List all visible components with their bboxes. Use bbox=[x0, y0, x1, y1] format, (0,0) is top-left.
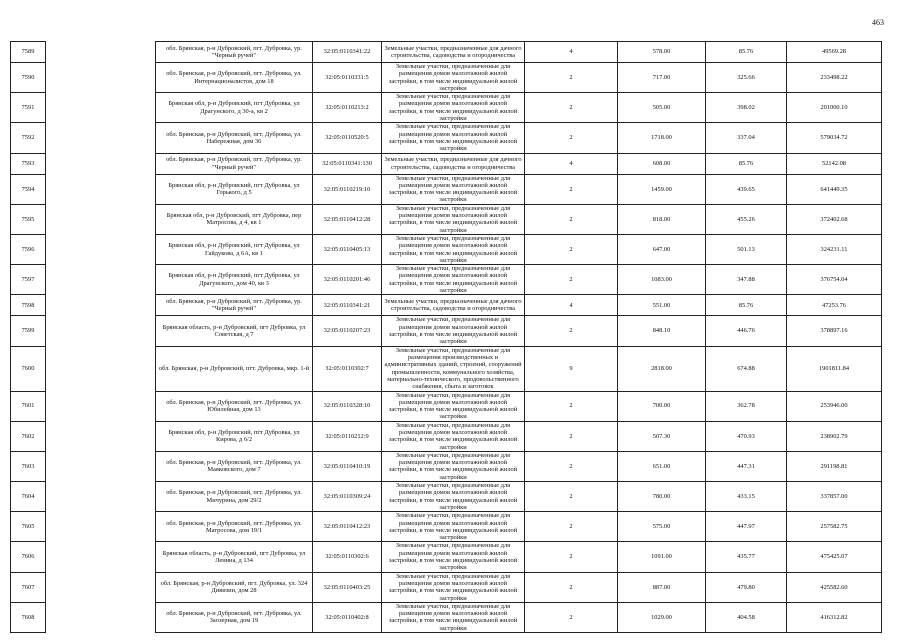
area-value: 717.00 bbox=[618, 63, 706, 93]
address-cell: обл. Брянская, р-н Дубровский, пгт. Дубровка, мкр. 1-й bbox=[156, 346, 313, 391]
specific-cadastral-value: 447.31 bbox=[706, 451, 787, 481]
row-number: 7590 bbox=[11, 63, 46, 93]
address-cell: Брянская обл, р-н Дубровский, пгт Дубровка, ул Кирова, д 6/2 bbox=[156, 421, 313, 451]
address-cell: Брянская обл, р-н Дубровский, пгт Дубровка, ул Драгунского, дом 40, кв 3 bbox=[156, 265, 313, 295]
cadastral-value: 376754.04 bbox=[787, 265, 882, 295]
address-cell: обл. Брянская, р-н Дубровский, пгт. Дубровка, ул. Заозерная, дом 19 bbox=[156, 602, 313, 632]
area-value: 1029.00 bbox=[618, 602, 706, 632]
area-value: 651.00 bbox=[618, 451, 706, 481]
specific-cadastral-value: 501.13 bbox=[706, 234, 787, 264]
blank-gap bbox=[46, 63, 156, 93]
table-row bbox=[11, 542, 882, 572]
address-cell: обл. Брянская, р-н Дубровский, пгт. Дубровка, ур. "Черный ручей" bbox=[156, 295, 313, 316]
use-group: 2 bbox=[525, 234, 618, 264]
area-value: 887.00 bbox=[618, 572, 706, 602]
use-group: 2 bbox=[525, 421, 618, 451]
land-use-type: Земельные участки, предназначенные для размещения домов малоэтажной жилой застройки, в том числе индивидуальной жилой застройки bbox=[382, 123, 525, 153]
address-cell: обл. Брянская, р-н Дубровский, пгт. Дубровка, ул. Маяковского, дом 7 bbox=[156, 451, 313, 481]
cadastral-number: 32:05:0110201:46 bbox=[313, 265, 382, 295]
use-group: 2 bbox=[525, 542, 618, 572]
row-number: 7606 bbox=[11, 542, 46, 572]
use-group: 2 bbox=[525, 512, 618, 542]
cadastral-number: 32:05:0110341:130 bbox=[313, 153, 382, 174]
cadastral-value: 1901811.84 bbox=[787, 346, 882, 391]
land-registry-table bbox=[10, 41, 882, 633]
use-group: 2 bbox=[525, 316, 618, 346]
cadastral-number: 32:05:0110341:22 bbox=[313, 42, 382, 63]
table-row bbox=[11, 316, 882, 346]
table-row bbox=[11, 451, 882, 481]
blank-gap bbox=[46, 602, 156, 632]
land-use-type: Земельные участки, предназначенные для размещения домов малоэтажной жилой застройки, в том числе индивидуальной жилой застройки bbox=[382, 265, 525, 295]
use-group: 2 bbox=[525, 602, 618, 632]
specific-cadastral-value: 433.15 bbox=[706, 482, 787, 512]
cadastral-number: 32:05:0110328:10 bbox=[313, 391, 382, 421]
blank-gap bbox=[46, 542, 156, 572]
use-group: 9 bbox=[525, 346, 618, 391]
table-row bbox=[11, 93, 882, 123]
land-use-type: Земельные участки, предназначенные для размещения домов малоэтажной жилой застройки, в том числе индивидуальной жилой застройки bbox=[382, 234, 525, 264]
cadastral-number: 32:05:0110302:6 bbox=[313, 542, 382, 572]
specific-cadastral-value: 479.80 bbox=[706, 572, 787, 602]
row-number: 7592 bbox=[11, 123, 46, 153]
area-value: 848.10 bbox=[618, 316, 706, 346]
cadastral-value: 49569.28 bbox=[787, 42, 882, 63]
land-use-type: Земельные участки, предназначенные для размещения домов малоэтажной жилой застройки, в том числе индивидуальной жилой застройки bbox=[382, 572, 525, 602]
blank-gap bbox=[46, 512, 156, 542]
area-value: 700.00 bbox=[618, 391, 706, 421]
cadastral-number: 32:05:0110302:7 bbox=[313, 346, 382, 391]
row-number: 7603 bbox=[11, 451, 46, 481]
specific-cadastral-value: 435.77 bbox=[706, 542, 787, 572]
area-value: 575.00 bbox=[618, 512, 706, 542]
use-group: 2 bbox=[525, 204, 618, 234]
table-row bbox=[11, 42, 882, 63]
row-number: 7594 bbox=[11, 174, 46, 204]
blank-gap bbox=[46, 153, 156, 174]
address-cell: обл. Брянская, р-н Дубровский, пгт. Дубровка, ул. Набережная, дом 36 bbox=[156, 123, 313, 153]
row-number: 7600 bbox=[11, 346, 46, 391]
cadastral-value: 201000.10 bbox=[787, 93, 882, 123]
use-group: 2 bbox=[525, 451, 618, 481]
specific-cadastral-value: 362.78 bbox=[706, 391, 787, 421]
blank-gap bbox=[46, 265, 156, 295]
use-group: 4 bbox=[525, 295, 618, 316]
address-cell: обл. Брянская, р-н Дубровский, пгт. Дубровка, ул. Матросова, дом 19/1 bbox=[156, 512, 313, 542]
cadastral-number: 32:05:0110207:23 bbox=[313, 316, 382, 346]
blank-gap bbox=[46, 234, 156, 264]
area-value: 551.00 bbox=[618, 295, 706, 316]
cadastral-value: 641449.35 bbox=[787, 174, 882, 204]
land-use-type: Земельные участки, предназначенные для размещения домов малоэтажной жилой застройки, в том числе индивидуальной жилой застройки bbox=[382, 421, 525, 451]
blank-gap bbox=[46, 391, 156, 421]
land-use-type: Земельные участки, предназначенные для размещения домов малоэтажной жилой застройки, в том числе индивидуальной жилой застройки bbox=[382, 602, 525, 632]
land-use-type: Земельные участки, предназначенные для дачного строительства, садоводства и огородничества bbox=[382, 153, 525, 174]
table-row bbox=[11, 391, 882, 421]
address-cell: обл. Брянская, р-н Дубровский, пгт. Дубровка, ул. 324 Дивизии, дом 28 bbox=[156, 572, 313, 602]
cadastral-value: 253946.00 bbox=[787, 391, 882, 421]
table-row bbox=[11, 421, 882, 451]
cadastral-value: 47253.76 bbox=[787, 295, 882, 316]
table-row bbox=[11, 123, 882, 153]
specific-cadastral-value: 455.26 bbox=[706, 204, 787, 234]
cadastral-number: 32:05:0110212:9 bbox=[313, 421, 382, 451]
row-number: 7593 bbox=[11, 153, 46, 174]
cadastral-number: 32:05:0110412:23 bbox=[313, 512, 382, 542]
address-cell: Брянская обл, р-н Дубровский, пгт Дубровка, ул Драгунского, д 30-а, кв 2 bbox=[156, 93, 313, 123]
use-group: 2 bbox=[525, 63, 618, 93]
cadastral-number: 32:05:0110402:8 bbox=[313, 602, 382, 632]
area-value: 507.30 bbox=[618, 421, 706, 451]
address-cell: обл. Брянская, р-н Дубровский, пгт. Дубровка, ур. "Черный ручей" bbox=[156, 153, 313, 174]
address-cell: Брянская область, р-н Дубровский, пгт Дубровка, ул Ленина, д 134 bbox=[156, 542, 313, 572]
use-group: 2 bbox=[525, 391, 618, 421]
area-value: 1459.00 bbox=[618, 174, 706, 204]
row-number: 7599 bbox=[11, 316, 46, 346]
cadastral-value: 579034.72 bbox=[787, 123, 882, 153]
land-use-type: Земельные участки, предназначенные для размещения домов малоэтажной жилой застройки, в том числе индивидуальной жилой застройки bbox=[382, 512, 525, 542]
address-cell: Брянская обл, р-н Дубровский, пгт Дубровка, пер Матросова, д 4, кв 1 bbox=[156, 204, 313, 234]
blank-gap bbox=[46, 174, 156, 204]
land-use-type: Земельные участки, предназначенные для размещения домов малоэтажной жилой застройки, в том числе индивидуальной жилой застройки bbox=[382, 482, 525, 512]
cadastral-value: 238902.79 bbox=[787, 421, 882, 451]
blank-gap bbox=[46, 123, 156, 153]
address-cell: обл. Брянская, р-н Дубровский, пгт. Дубровка, ул. Мичурина, дом 29/2 bbox=[156, 482, 313, 512]
blank-gap bbox=[46, 421, 156, 451]
address-cell: Брянская обл, р-н Дубровский, пгт Дубровка, ул Горького, д 5 bbox=[156, 174, 313, 204]
area-value: 1083.00 bbox=[618, 265, 706, 295]
use-group: 2 bbox=[525, 265, 618, 295]
cadastral-number: 32:05:0110520:5 bbox=[313, 123, 382, 153]
cadastral-number: 32:05:0110410:19 bbox=[313, 451, 382, 481]
land-use-type: Земельные участки, предназначенные для размещения производственных и административных зданий, строений, сооружений промышленности, коммунального хозяйства, материально-технического, продовольственного снабжения, сбыта и заготовок bbox=[382, 346, 525, 391]
area-value: 2818.00 bbox=[618, 346, 706, 391]
use-group: 2 bbox=[525, 572, 618, 602]
land-use-type: Земельные участки, предназначенные для размещения домов малоэтажной жилой застройки, в том числе индивидуальной жилой застройки bbox=[382, 391, 525, 421]
row-number: 7601 bbox=[11, 391, 46, 421]
cadastral-value: 324231.11 bbox=[787, 234, 882, 264]
row-number: 7595 bbox=[11, 204, 46, 234]
blank-gap bbox=[46, 93, 156, 123]
area-value: 578.00 bbox=[618, 42, 706, 63]
cadastral-value: 372402.68 bbox=[787, 204, 882, 234]
blank-gap bbox=[46, 572, 156, 602]
address-cell: обл. Брянская, р-н Дубровский, пгт. Дубровка, ул. Интернационалистов, дом 18 bbox=[156, 63, 313, 93]
specific-cadastral-value: 439.65 bbox=[706, 174, 787, 204]
cadastral-value: 52142.08 bbox=[787, 153, 882, 174]
land-use-type: Земельные участки, предназначенные для дачного строительства, садоводства и огородничества bbox=[382, 42, 525, 63]
table-row bbox=[11, 63, 882, 93]
land-use-type: Земельные участки, предназначенные для размещения домов малоэтажной жилой застройки, в том числе индивидуальной жилой застройки bbox=[382, 93, 525, 123]
area-value: 1718.00 bbox=[618, 123, 706, 153]
cadastral-number: 32:05:0110219:10 bbox=[313, 174, 382, 204]
cadastral-number: 32:05:0110331:5 bbox=[313, 63, 382, 93]
page-number: 463 bbox=[872, 18, 884, 27]
area-value: 780.00 bbox=[618, 482, 706, 512]
blank-gap bbox=[46, 295, 156, 316]
row-number: 7604 bbox=[11, 482, 46, 512]
address-cell: обл. Брянская, р-н Дубровский, пгт. Дубровка, ул. Юбилейная, дом 13 bbox=[156, 391, 313, 421]
row-number: 7596 bbox=[11, 234, 46, 264]
specific-cadastral-value: 85.76 bbox=[706, 295, 787, 316]
land-use-type: Земельные участки, предназначенные для дачного строительства, садоводства и огородничества bbox=[382, 295, 525, 316]
cadastral-number: 32:05:0110341:21 bbox=[313, 295, 382, 316]
area-value: 608.00 bbox=[618, 153, 706, 174]
area-value: 818.00 bbox=[618, 204, 706, 234]
blank-gap bbox=[46, 316, 156, 346]
address-cell: Брянская обл, р-н Дубровский, пгт Дубровка, ул Гайдукова, д 6А, кв 1 bbox=[156, 234, 313, 264]
table-row bbox=[11, 512, 882, 542]
blank-gap bbox=[46, 451, 156, 481]
cadastral-value: 257582.75 bbox=[787, 512, 882, 542]
land-use-type: Земельные участки, предназначенные для размещения домов малоэтажной жилой застройки, в том числе индивидуальной жилой застройки bbox=[382, 174, 525, 204]
specific-cadastral-value: 674.88 bbox=[706, 346, 787, 391]
area-value: 647.00 bbox=[618, 234, 706, 264]
land-use-type: Земельные участки, предназначенные для размещения домов малоэтажной жилой застройки, в том числе индивидуальной жилой застройки bbox=[382, 204, 525, 234]
use-group: 2 bbox=[525, 174, 618, 204]
use-group: 2 bbox=[525, 93, 618, 123]
cadastral-value: 337857.00 bbox=[787, 482, 882, 512]
area-value: 1091.00 bbox=[618, 542, 706, 572]
table-row bbox=[11, 265, 882, 295]
row-number: 7598 bbox=[11, 295, 46, 316]
row-number: 7605 bbox=[11, 512, 46, 542]
cadastral-number: 32:05:0110213:2 bbox=[313, 93, 382, 123]
cadastral-value: 378897.16 bbox=[787, 316, 882, 346]
row-number: 7608 bbox=[11, 602, 46, 632]
table-row bbox=[11, 174, 882, 204]
land-use-type: Земельные участки, предназначенные для размещения домов малоэтажной жилой застройки, в том числе индивидуальной жилой застройки bbox=[382, 63, 525, 93]
specific-cadastral-value: 85.76 bbox=[706, 42, 787, 63]
cadastral-value: 291198.81 bbox=[787, 451, 882, 481]
specific-cadastral-value: 470.93 bbox=[706, 421, 787, 451]
address-cell: обл. Брянская, р-н Дубровский, пгт. Дубровка, ур. "Черный ручей" bbox=[156, 42, 313, 63]
specific-cadastral-value: 446.76 bbox=[706, 316, 787, 346]
use-group: 4 bbox=[525, 42, 618, 63]
registry-sheet bbox=[10, 41, 882, 633]
blank-gap bbox=[46, 42, 156, 63]
land-use-type: Земельные участки, предназначенные для размещения домов малоэтажной жилой застройки, в том числе индивидуальной жилой застройки bbox=[382, 316, 525, 346]
row-number: 7591 bbox=[11, 93, 46, 123]
land-use-type: Земельные участки, предназначенные для размещения домов малоэтажной жилой застройки, в том числе индивидуальной жилой застройки bbox=[382, 451, 525, 481]
table-row bbox=[11, 602, 882, 632]
specific-cadastral-value: 404.58 bbox=[706, 602, 787, 632]
row-number: 7607 bbox=[11, 572, 46, 602]
cadastral-value: 233498.22 bbox=[787, 63, 882, 93]
cadastral-number: 32:05:0110405:13 bbox=[313, 234, 382, 264]
specific-cadastral-value: 85.76 bbox=[706, 153, 787, 174]
blank-gap bbox=[46, 346, 156, 391]
blank-gap bbox=[46, 204, 156, 234]
table-body bbox=[11, 42, 882, 633]
use-group: 2 bbox=[525, 482, 618, 512]
specific-cadastral-value: 398.02 bbox=[706, 93, 787, 123]
row-number: 7602 bbox=[11, 421, 46, 451]
row-number: 7589 bbox=[11, 42, 46, 63]
cadastral-value: 416312.82 bbox=[787, 602, 882, 632]
row-number: 7597 bbox=[11, 265, 46, 295]
cadastral-value: 475425.07 bbox=[787, 542, 882, 572]
cadastral-value: 425582.60 bbox=[787, 572, 882, 602]
specific-cadastral-value: 347.88 bbox=[706, 265, 787, 295]
cadastral-number: 32:05:0110309:24 bbox=[313, 482, 382, 512]
cadastral-number: 32:05:0110412:28 bbox=[313, 204, 382, 234]
table-row bbox=[11, 295, 882, 316]
area-value: 505.00 bbox=[618, 93, 706, 123]
specific-cadastral-value: 325.66 bbox=[706, 63, 787, 93]
specific-cadastral-value: 447.97 bbox=[706, 512, 787, 542]
table-row bbox=[11, 153, 882, 174]
address-cell: Брянская область, р-н Дубровский, пгт Дубровка, ул Советская, д 7 bbox=[156, 316, 313, 346]
table-row bbox=[11, 346, 882, 391]
table-row bbox=[11, 482, 882, 512]
table-row bbox=[11, 572, 882, 602]
specific-cadastral-value: 337.04 bbox=[706, 123, 787, 153]
table-row bbox=[11, 234, 882, 264]
land-use-type: Земельные участки, предназначенные для размещения домов малоэтажной жилой застройки, в том числе индивидуальной жилой застройки bbox=[382, 542, 525, 572]
blank-gap bbox=[46, 482, 156, 512]
cadastral-number: 32:05:0110403:25 bbox=[313, 572, 382, 602]
use-group: 4 bbox=[525, 153, 618, 174]
use-group: 2 bbox=[525, 123, 618, 153]
table-row bbox=[11, 204, 882, 234]
